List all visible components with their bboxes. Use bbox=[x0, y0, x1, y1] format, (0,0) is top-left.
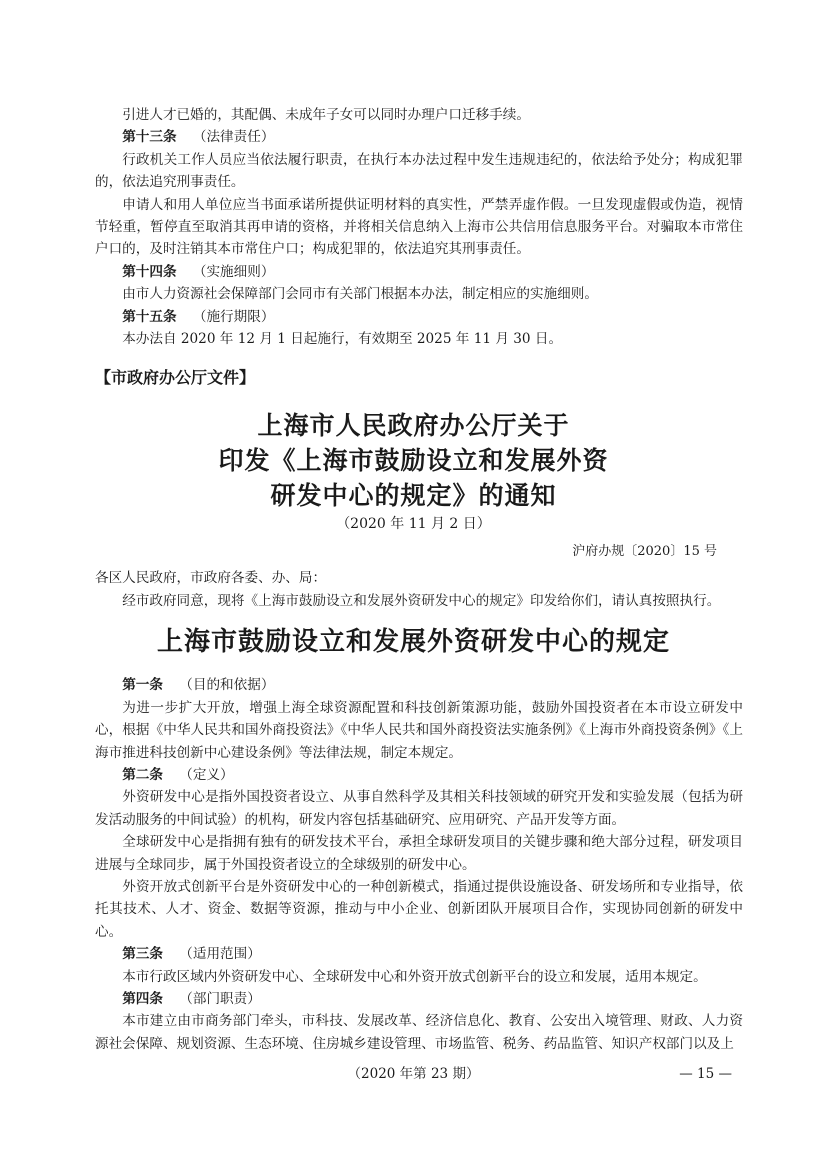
article-subject: （适用范围） bbox=[179, 946, 261, 963]
notice-title-line-2: 印发《上海市鼓励设立和发展外资 bbox=[218, 446, 609, 476]
paragraph: 申请人和用人单位应当书面承诺所提供证明材料的真实性，严禁弄虚作假。一旦发现虚假或伪造，视情节轻重，暂停直至取消其再申请的资格，并将相关信息纳入上海市公共信用信息服务平台。对骗取本市常住户口的，及时注销其本市常住户口；构成犯罪的，依法追究其刑事责任。 bbox=[95, 196, 743, 258]
page-number: — 15 — bbox=[679, 1066, 732, 1083]
article-number: 第十四条 bbox=[122, 263, 177, 280]
article-number: 第一条 bbox=[122, 677, 163, 694]
article-subject: （实施细则） bbox=[192, 263, 275, 280]
paragraph: 外资研发中心是指外国投资者设立、从事自然科学及其相关科技领域的研究开发和实验发展（包括为研发活动服务的中间试验）的机构，研发内容包括基础研究、应用研究、产品开发等方面。 bbox=[95, 789, 743, 828]
article-heading bbox=[95, 988, 743, 1010]
paragraph: 行政机关工作人员应当依法履行职责，在执行本办法过程中发生违规违纪的，依法给予处分；构成犯罪的，依法追究刑事责任。 bbox=[95, 151, 743, 191]
section-label: 【市政府办公厅文件】 bbox=[95, 368, 256, 388]
addressee: 各区人民政府，市政府各委、办、局： bbox=[95, 570, 327, 587]
article-number: 第二条 bbox=[122, 766, 163, 783]
paragraph: 由市人力资源社会保障部门会同市有关部门根据本办法，制定相应的实施细则。 bbox=[122, 286, 598, 303]
paragraph: 引进人才已婚的，其配偶、未成年子女可以同时办理户口迁移手续。 bbox=[122, 107, 530, 123]
notice-body bbox=[95, 567, 743, 612]
article-heading bbox=[95, 674, 743, 696]
page-footer bbox=[0, 1063, 827, 1085]
regulation-title: 上海市鼓励设立和发展外资研发中心的规定 bbox=[156, 627, 670, 658]
article-number: 第十五条 bbox=[122, 308, 177, 325]
article-heading bbox=[95, 943, 743, 965]
article-number: 第十三条 bbox=[122, 129, 177, 146]
article-subject: （部门职责） bbox=[179, 990, 261, 1007]
regulation-body bbox=[95, 674, 743, 1055]
paragraph: 外资开放式创新平台是外资研发中心的一种创新模式，指通过提供设施设备、研发场所和专业指导，依托其技术、人才、资金、数据等资源，推动与中小企业、创新团队开展项目合作，实现协同创新的研发中心。 bbox=[95, 878, 743, 940]
article-subject: （目的和依据） bbox=[179, 677, 275, 694]
previous-regulation-end bbox=[95, 104, 743, 350]
notice-title-line-3: 研发中心的规定》的通知 bbox=[270, 481, 557, 511]
document-number: 沪府办规〔2020〕15 号 bbox=[572, 544, 717, 560]
issue-label: （2020 年第 23 期） bbox=[347, 1066, 480, 1083]
paragraph: 本市建立由市商务部门牵头，市科技、发展改革、经济信息化、教育、公安出入境管理、财政、人力资源社会保障、规划资源、生态环境、住房城乡建设管理、市场监管、税务、药品监管、知识产权部门以及上 bbox=[95, 1013, 743, 1052]
article-subject: （法律责任） bbox=[192, 129, 275, 146]
notice-title-line-1: 上海市人民政府办公厅关于 bbox=[257, 411, 570, 441]
article-number: 第四条 bbox=[122, 990, 163, 1007]
article-heading bbox=[95, 126, 743, 148]
article-heading bbox=[95, 764, 743, 786]
paragraph: 全球研发中心是指拥有独有的研发技术平台，承担全球研发项目的关键步骤和绝大部分过程，研发项目进展与全球同步，属于外国投资者设立的全球级别的研发中心。 bbox=[95, 834, 743, 873]
article-heading bbox=[95, 306, 743, 328]
paragraph: 本市行政区域内外资研发中心、全球研发中心和外资开放式创新平台的设立和发展，适用本规定。 bbox=[122, 968, 707, 985]
paragraph: 本办法自 2020 年 12 月 1 日起施行，有效期至 2025 年 11 月 30 日。 bbox=[122, 331, 563, 348]
paragraph: 为进一步扩大开放，增强上海全球资源配置和科技创新策源功能，鼓励外国投资者在本市设立研发中心，根据《中华人民共和国外商投资法》《中华人民共和国外商投资法实施条例》《上海市外商投资条例》《上海市推进科技创新中心建设条例》等法律法规，制定本规定。 bbox=[95, 699, 743, 761]
article-subject: （施行期限） bbox=[192, 308, 275, 325]
article-heading bbox=[95, 261, 743, 283]
notice-text: 经市政府同意，现将《上海市鼓励设立和发展外资研发中心的规定》印发给你们，请认真按照执行。 bbox=[122, 592, 721, 609]
article-number: 第三条 bbox=[122, 946, 163, 963]
notice-date: （2020 年 11 月 2 日） bbox=[336, 516, 491, 533]
notice-title bbox=[0, 408, 827, 513]
article-subject: （定义） bbox=[179, 766, 234, 783]
